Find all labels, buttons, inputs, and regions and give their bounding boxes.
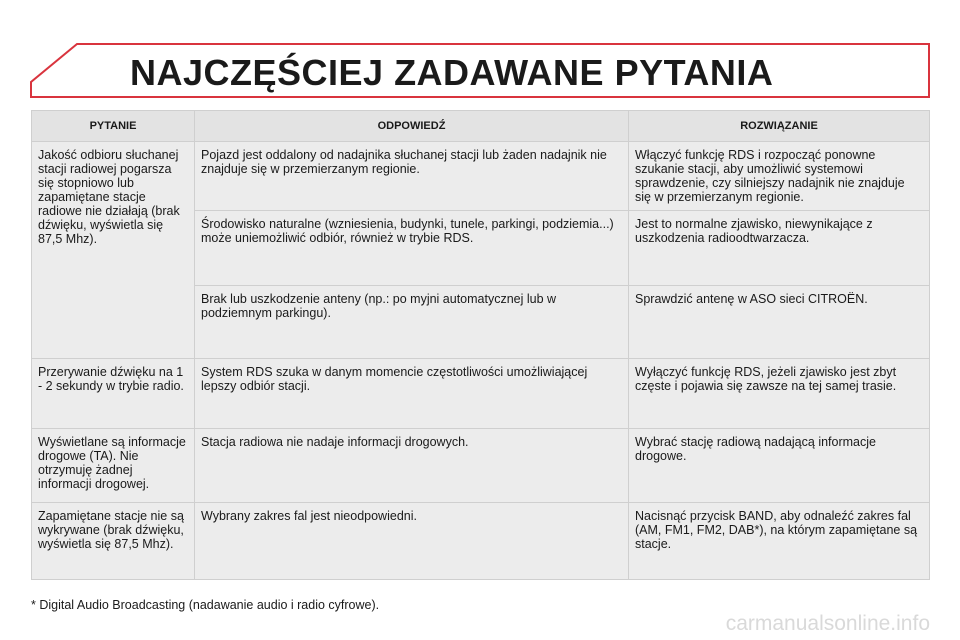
table-row: [32, 429, 930, 503]
table-header-row: [32, 111, 930, 142]
question-cell: Przerywanie dźwięku na 1 - 2 sekundy w trybie radio.: [32, 359, 195, 429]
solution-cell: Jest to normalne zjawisko, niewynikające z uszkodzenia radioodtwarzacza.: [629, 211, 930, 286]
question-cell: Wyświetlane są informacje drogowe (TA). Nie otrzymuję żadnej informacji drogowej.: [32, 429, 195, 503]
column-header-question: PYTANIE: [32, 111, 195, 142]
answer-cell: Stacja radiowa nie nadaje informacji drogowych.: [195, 429, 629, 503]
watermark: carmanualsonline.info: [725, 612, 930, 635]
question-cell: Zapamiętane stacje nie są wykrywane (brak dźwięku, wyświetla się 87,5 Mhz).: [32, 503, 195, 580]
table-row: [32, 142, 930, 211]
question-cell: Jakość odbioru słuchanej stacji radiowej pogarsza się stopniowo lub zapamiętane stacje radiowe nie działają (brak dźwięku, wyświetla się 87,5 Mhz).: [32, 142, 195, 359]
column-header-answer: ODPOWIEDŹ: [195, 111, 629, 142]
table-row: [32, 503, 930, 580]
page-title: NAJCZĘŚCIEJ ZADAWANE PYTANIA: [130, 52, 774, 93]
answer-cell: Środowisko naturalne (wzniesienia, budynki, tunele, parkingi, podziemia...) może uniemożliwić odbiór, również w trybie RDS.: [195, 211, 629, 286]
faq-table: [31, 110, 930, 580]
table-row: [32, 359, 930, 429]
column-header-solution: ROZWIĄZANIE: [629, 111, 930, 142]
answer-cell: Brak lub uszkodzenie anteny (np.: po myjni automatycznej lub w podziemnym parkingu).: [195, 286, 629, 359]
solution-cell: Włączyć funkcję RDS i rozpocząć ponowne szukanie stacji, aby umożliwić systemowi sprawdzenie, czy silniejszy nadajnik nie znajduje się w przemierzanym regionie.: [629, 142, 930, 211]
solution-cell: Sprawdzić antenę w ASO sieci CITROËN.: [629, 286, 930, 359]
solution-cell: Nacisnąć przycisk BAND, aby odnaleźć zakres fal (AM, FM1, FM2, DAB*), na którym zapamiętane są stacje.: [629, 503, 930, 580]
answer-cell: Wybrany zakres fal jest nieodpowiedni.: [195, 503, 629, 580]
answer-cell: System RDS szuka w danym momencie częstotliwości umożliwiającej lepszy odbiór stacji.: [195, 359, 629, 429]
solution-cell: Wyłączyć funkcję RDS, jeżeli zjawisko jest zbyt częste i pojawia się zawsze na tej samej trasie.: [629, 359, 930, 429]
solution-cell: Wybrać stację radiową nadającą informacje drogowe.: [629, 429, 930, 503]
answer-cell: Pojazd jest oddalony od nadajnika słuchanej stacji lub żaden nadajnik nie znajduje się w przemierzanym regionie.: [195, 142, 629, 211]
footnote: * Digital Audio Broadcasting (nadawanie audio i radio cyfrowe).: [31, 598, 380, 612]
